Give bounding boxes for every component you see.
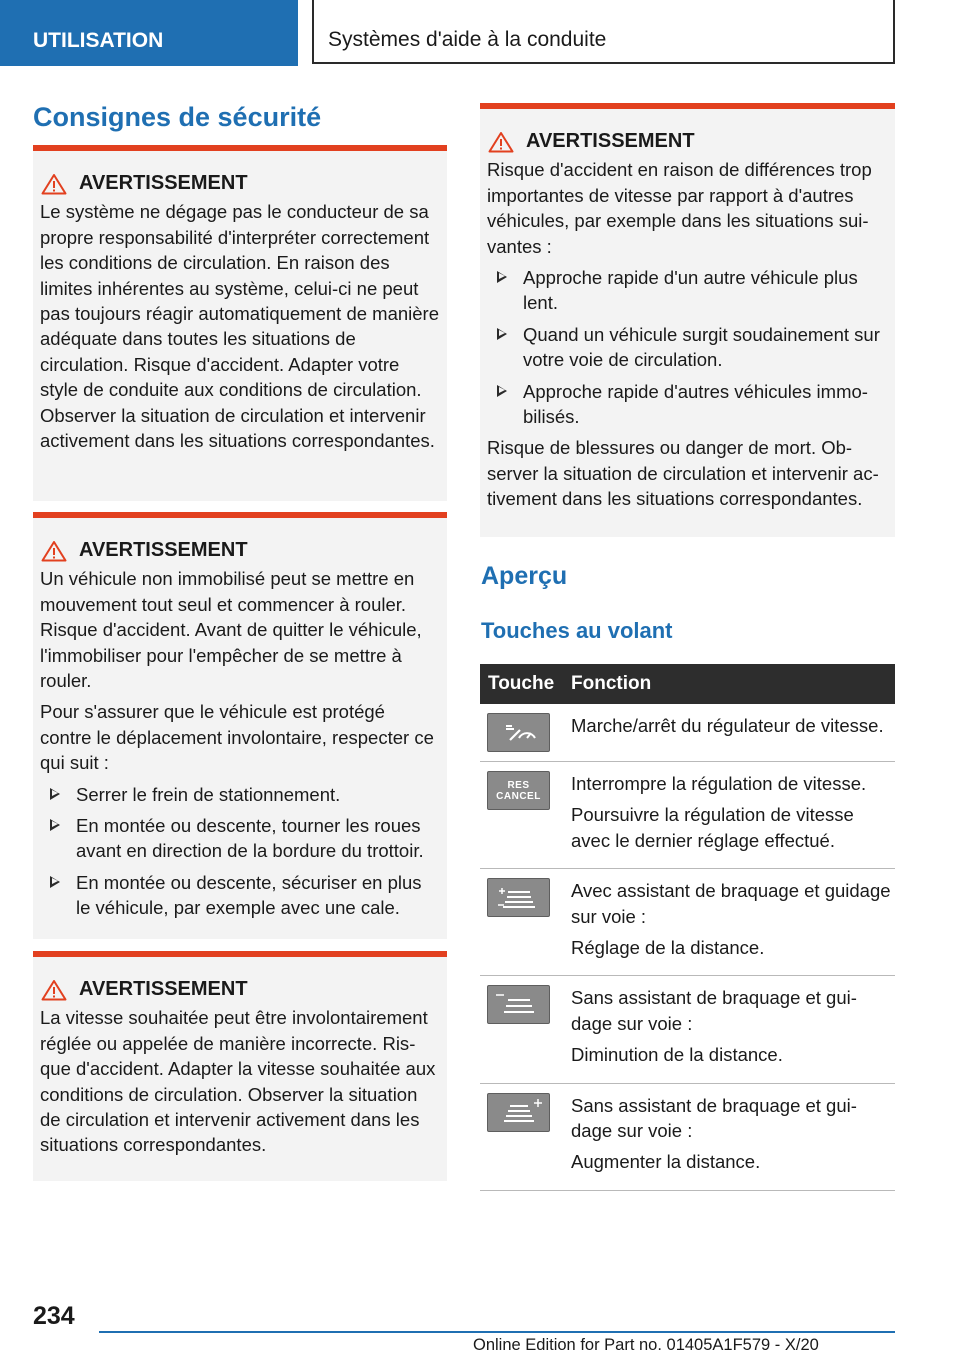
function-text: Augmenter la distance. [571, 1151, 761, 1173]
bullet-triangle-icon [50, 788, 60, 800]
warning-text: La vitesse souhaitée peut être involontairement réglée ou appelée de manière incorrecte. Risque d'accident. Adapter la vitesse souhaitée aux conditions de circulation. Observer la situation de circulation et intervenir activement dans les situations correspondantes. [40, 1007, 436, 1156]
function-text: Avec assistant de braquage et guidage sur voie : [571, 880, 891, 927]
function-text: Marche/arrêt du régulateur de vitesse. [571, 715, 884, 736]
list-item [487, 379, 887, 430]
warning-header [40, 538, 439, 563]
section-heading: Consignes de sécurité [33, 102, 322, 132]
distance-increase-icon [487, 1093, 550, 1132]
res-cancel-icon [487, 771, 550, 810]
warning-label: AVERTISSEMENT [79, 172, 248, 194]
warning-text: Risque de blessures ou danger de mort. Observer la situation de circulation et intervenir activement dans les situations correspondantes. [487, 437, 879, 510]
bullet-list [40, 782, 439, 921]
function-text: Sans assistant de braquage et guidage sur voie : [571, 1094, 857, 1142]
warning-box [480, 103, 895, 537]
table-row [480, 1083, 895, 1190]
function-text: Diminution de la distance. [571, 1044, 783, 1066]
warning-box [33, 512, 447, 939]
table-row [480, 869, 895, 976]
list-item [40, 782, 439, 807]
function-text: Sans assistant de braquage et guidage sur voie : [571, 987, 857, 1034]
cruise-control-onoff-icon [487, 713, 550, 752]
list-item-text: Quand un véhicule surgit soudainement sur votre voie de circulation. [523, 323, 880, 371]
function-text: Poursuivre la régulation de vitesse avec le dernier réglage effectué. [571, 804, 854, 851]
bullet-triangle-icon [50, 876, 60, 888]
table-header-row [480, 664, 895, 704]
warning-label: AVERTISSEMENT [526, 130, 695, 152]
list-item-text: Serrer le frein de stationnement. [76, 783, 341, 805]
page-number: 234 [33, 1302, 75, 1330]
list-item [487, 322, 887, 373]
steering-keys-table [480, 664, 895, 1191]
warning-text: Un véhicule non immobilisé peut se mettre en mouvement tout seul et commencer à rouler. Risque d'accident. Avant de quitter le véhicule, l'immobiliser pour l'empêcher de se mettre à rouler. [40, 568, 422, 692]
bullet-triangle-icon [497, 328, 507, 340]
warning-header [40, 171, 439, 196]
warning-text: Risque d'accident en raison de différences trop importantes de vitesse par rapport à d'autres véhicules, par exemple dans les situations suivantes : [487, 159, 872, 257]
list-item-text: Approche rapide d'autres véhicules immobilisés. [523, 380, 868, 428]
warning-triangle-icon [41, 173, 67, 195]
warning-header [487, 129, 887, 154]
section-tab: UTILISATION [0, 0, 298, 66]
warning-box [33, 951, 447, 1181]
bullet-triangle-icon [497, 385, 507, 397]
warning-text: Le système ne dégage pas le conducteur de sa propre responsabilité d'interpréter correctement les conditions de circulation. En raison des limites inhérentes au système, celui-ci ne peut pas toujours réagir automatiquement de manière adéquate dans toutes les situations de circulation. Risque d'accident. Adapter votre style de conduite aux conditions de circulation. Observer la situation de circulation et intervenir activement dans les situations correspondantes. [40, 201, 440, 452]
distance-decrease-icon [487, 985, 550, 1024]
overview-heading: Aperçu [481, 562, 568, 590]
column-header-key: Touche [480, 664, 563, 704]
function-text: Réglage de la distance. [571, 937, 765, 959]
list-item [40, 870, 439, 921]
warning-triangle-icon [488, 131, 514, 153]
table-row [480, 762, 895, 869]
list-item-text: Approche rapide d'un autre véhicule plus lent. [523, 267, 858, 314]
list-item [487, 265, 887, 316]
function-text: Interrompre la régulation de vitesse. [571, 773, 867, 794]
footer-divider [99, 1331, 895, 1333]
edition-note: Online Edition for Part no. 01405A1F579 - X/20 [473, 1336, 819, 1354]
column-header-function: Fonction [563, 664, 895, 704]
key-label: RES [507, 779, 530, 791]
warning-label: AVERTISSEMENT [79, 978, 248, 1000]
chapter-title: Systèmes d'aide à la conduite [312, 0, 895, 64]
table-row [480, 976, 895, 1083]
warning-text: Pour s'assurer que le véhicule est protégé contre le déplacement involontaire, respecter ce qui suit : [40, 701, 434, 774]
page-header [0, 0, 960, 66]
distance-plus-minus-icon [487, 878, 550, 917]
warning-label: AVERTISSEMENT [79, 539, 248, 561]
list-item-text: En montée ou descente, tourner les roues avant en direction de la bordure du trottoir. [76, 815, 424, 862]
bullet-triangle-icon [497, 271, 507, 283]
warning-triangle-icon [41, 979, 67, 1001]
list-item [40, 813, 439, 864]
warning-box [33, 145, 447, 501]
keys-heading: Touches au volant [481, 618, 673, 643]
table-row [480, 704, 895, 762]
warning-header [40, 977, 439, 1002]
bullet-list [487, 265, 887, 429]
list-item-text: En montée ou descente, sécuriser en plus le véhicule, par exemple avec une cale. [76, 871, 422, 919]
warning-triangle-icon [41, 540, 67, 562]
bullet-triangle-icon [50, 819, 60, 831]
key-label: CANCEL [496, 790, 541, 802]
